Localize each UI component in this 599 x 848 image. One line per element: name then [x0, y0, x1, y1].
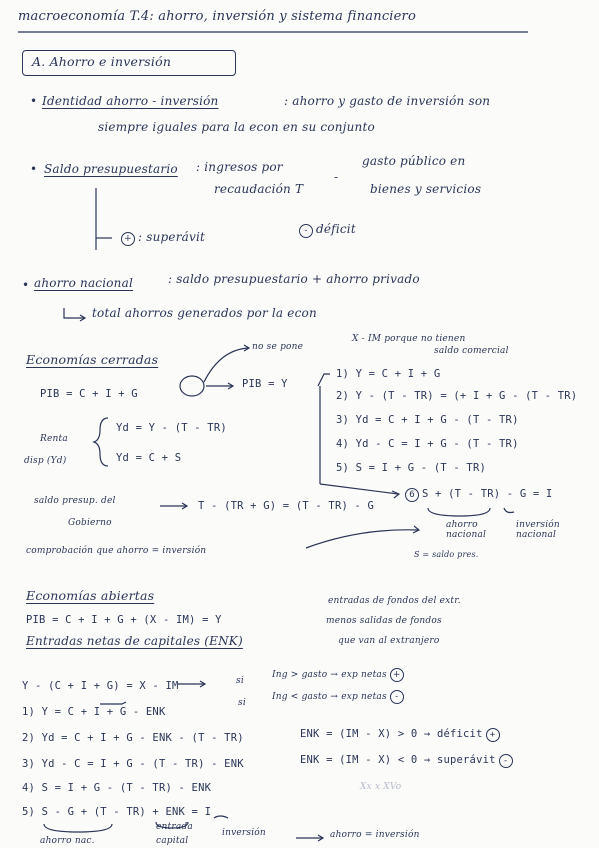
ahorro-nacional-sub: total ahorros generados por la econ [92, 306, 317, 320]
renta-label-1: Renta [40, 434, 68, 444]
deficit-text: déficit [316, 222, 356, 236]
final-equality: ahorro = inversión [330, 830, 420, 840]
label-inversion: inversión [222, 828, 266, 838]
deficit-row [296, 222, 356, 238]
abierta-step-3: 3) Yd - C = I + G - (T - TR) - ENK [22, 758, 244, 770]
bullet: • [22, 278, 30, 292]
plus-circle-icon: + [390, 668, 404, 682]
entradas-note-1: entradas de fondos del extr. [328, 596, 461, 606]
abierta-step-5: 5) S - G + (T - TR) + ENK = I [22, 806, 212, 818]
bullet: • [30, 162, 38, 176]
minus-circle-icon: - [499, 754, 513, 768]
enk-deficit-text: ENK = (IM - X) > 0 → déficit [300, 728, 483, 740]
cond-1-text: Ing > gasto → exp netas [272, 670, 387, 680]
abiertas-heading: Economías abiertas [26, 588, 155, 603]
page-title: macroeconomía T.4: ahorro, inversión y sistema financiero [18, 9, 416, 24]
cond-2 [272, 690, 407, 704]
bullet: • [30, 94, 38, 108]
cerrada-step-1: 1) Y = C + I + G [336, 368, 441, 380]
pib-y: PIB = Y [242, 378, 288, 390]
saldo-gasto-2: bienes y servicios [370, 182, 482, 196]
comprobacion-text: comprobación que ahorro = inversión [26, 546, 207, 556]
enk-superavit-text: ENK = (IM - X) < 0 → superávit [300, 754, 496, 766]
saldo-gobierno-2: Gobierno [68, 518, 112, 528]
entradas-note-3: que van al extranjero [338, 636, 440, 646]
saldo-pres-note: S = saldo pres. [414, 550, 479, 559]
enk-superavit [300, 754, 516, 768]
cerrada-step-4: 4) Yd - C = I + G - (T - TR) [336, 438, 519, 450]
si-2: si [238, 698, 246, 708]
enk-deficit [300, 728, 503, 742]
enk-label: Entradas netas de capitales (ENK) [26, 634, 243, 648]
saldo-ingresos-1: : ingresos por [196, 160, 283, 174]
cerradas-note-1: no se pone [252, 342, 304, 352]
entradas-note-2: menos salidas de fondos [326, 616, 442, 626]
cerrada-step-2: 2) Y - (T - TR) = (+ I + G - (T - TR) [336, 390, 578, 402]
saldo-ingresos-2: recaudación T [214, 182, 304, 196]
abierta-step-4: 4) S = I + G - (T - TR) - ENK [22, 782, 212, 794]
ahorro-nacional-label: ahorro nacional [34, 276, 134, 290]
pib-cerrada: PIB = C + I + G [40, 388, 138, 400]
renta-label-2: disp (Yd) [24, 456, 67, 466]
saldo-gasto-1: gasto público en [362, 154, 466, 168]
minus-circle-icon: - [390, 690, 404, 704]
identidad-label: Identidad ahorro - inversión [42, 94, 219, 108]
abierta-step-2: 2) Yd = C + I + G - ENK - (T - TR) [22, 732, 244, 744]
step-6-eq: S + (T - TR) - G = I [422, 488, 553, 500]
cond-2-text: Ing < gasto → exp netas [272, 692, 387, 702]
yd-eq-1: Yd = Y - (T - TR) [116, 422, 227, 434]
step-6-circle: 6 [405, 488, 419, 502]
cerrada-step-6 [402, 488, 552, 502]
faint-scribble: Xx x XVo [360, 782, 402, 792]
minus-circle-icon: - [299, 224, 313, 238]
saldo-gobierno-eq: T - (TR + G) = (T - TR) - G [198, 500, 375, 512]
ahorro-nacional-note: ahorro nacional [446, 520, 487, 540]
identidad-text-1: : ahorro y gasto de inversión son [284, 94, 491, 108]
cerradas-heading: Economías cerradas [26, 352, 159, 367]
saldo-minus: - [334, 170, 339, 184]
abierta-eq-0: Y - (C + I + G) = X - IM [22, 680, 179, 692]
yd-eq-2: Yd = C + S [116, 452, 182, 464]
section-a-heading: A. Ahorro e inversión [32, 54, 172, 69]
superavit-row [118, 230, 205, 246]
label-entrada-2: capital [156, 836, 189, 846]
superavit-text: : superávit [138, 230, 206, 244]
pib-abierta: PIB = C + I + G + (X - IM) = Y [26, 614, 222, 626]
cerradas-note-2: X - IM porque no tienen [352, 334, 466, 344]
saldo-label: Saldo presupuestario [44, 162, 178, 176]
saldo-gobierno-1: saldo presup. del [34, 496, 116, 506]
identidad-text-2: siempre iguales para la econ en su conjunto [98, 120, 375, 134]
inversion-nacional-note: inversión nacional [516, 520, 560, 540]
label-entrada-1: entrada [156, 822, 193, 832]
cerrada-step-3: 3) Yd = C + I + G - (T - TR) [336, 414, 519, 426]
cerradas-note-3: saldo comercial [434, 346, 509, 356]
plus-circle-icon: + [486, 728, 500, 742]
abierta-step-1: 1) Y = C + I + G - ENK [22, 706, 166, 718]
ahorro-nacional-text: : saldo presupuestario + ahorro privado [168, 272, 420, 286]
plus-circle-icon: + [121, 232, 135, 246]
si-1: si [236, 676, 244, 686]
cond-1 [272, 668, 407, 682]
label-ahorro-nac: ahorro nac. [40, 836, 95, 846]
cerrada-step-5: 5) S = I + G - (T - TR) [336, 462, 486, 474]
